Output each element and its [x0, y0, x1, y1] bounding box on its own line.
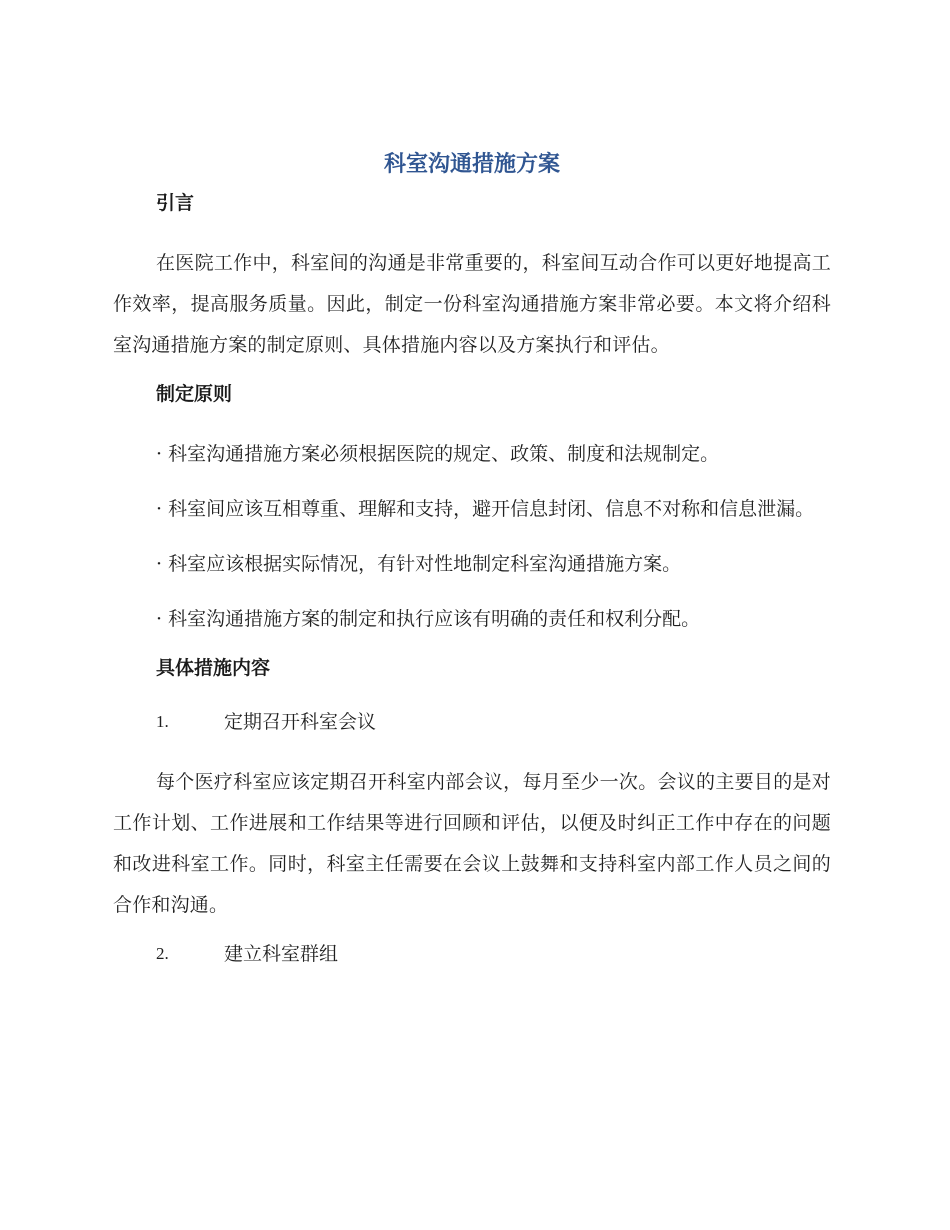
measure-number: 2. — [156, 944, 169, 963]
document-title: 科室沟通措施方案 — [383, 152, 560, 177]
document-body — [113, 143, 831, 994]
measure-title: 建立科室群组 — [224, 943, 339, 965]
section-heading-intro: 引言 — [156, 192, 195, 214]
section-heading-principles: 制定原则 — [156, 383, 233, 405]
intro-paragraph: 在医院工作中，科室间的沟通是非常重要的，科室间互动合作可以更好地提高工作效率，提高服务质量。因此，制定一份科室沟通措施方案非常必要。本文将介绍科室沟通措施方案的制定原则、具体措施内容以及方案执行和评估。 — [113, 252, 831, 356]
measure-paragraph: 每个医疗科室应该定期召开科室内部会议，每月至少一次。会议的主要目的是对工作计划、工作进展和工作结果等进行回顾和评估，以便及时纠正工作中存在的问题和改进科室工作。同时，科室主任需要在会议上鼓舞和支持科室内部工作人员之间的合作和沟通。 — [113, 771, 831, 916]
section-heading-measures: 具体措施内容 — [156, 657, 271, 679]
measure-title: 定期召开科室会议 — [224, 711, 377, 733]
measure-number: 1. — [156, 712, 169, 731]
measure-item-heading — [113, 940, 831, 968]
measure-item-heading — [113, 708, 831, 736]
principle-item: · 科室间应该互相尊重、理解和支持，避开信息封闭、信息不对称和信息泄漏。 — [156, 498, 815, 520]
principle-item: · 科室应该根据实际情况，有针对性地制定科室沟通措施方案。 — [156, 553, 682, 575]
principle-item: · 科室沟通措施方案的制定和执行应该有明确的责任和权利分配。 — [156, 608, 701, 630]
principle-item: · 科室沟通措施方案必须根据医院的规定、政策、制度和法规制定。 — [156, 443, 720, 465]
